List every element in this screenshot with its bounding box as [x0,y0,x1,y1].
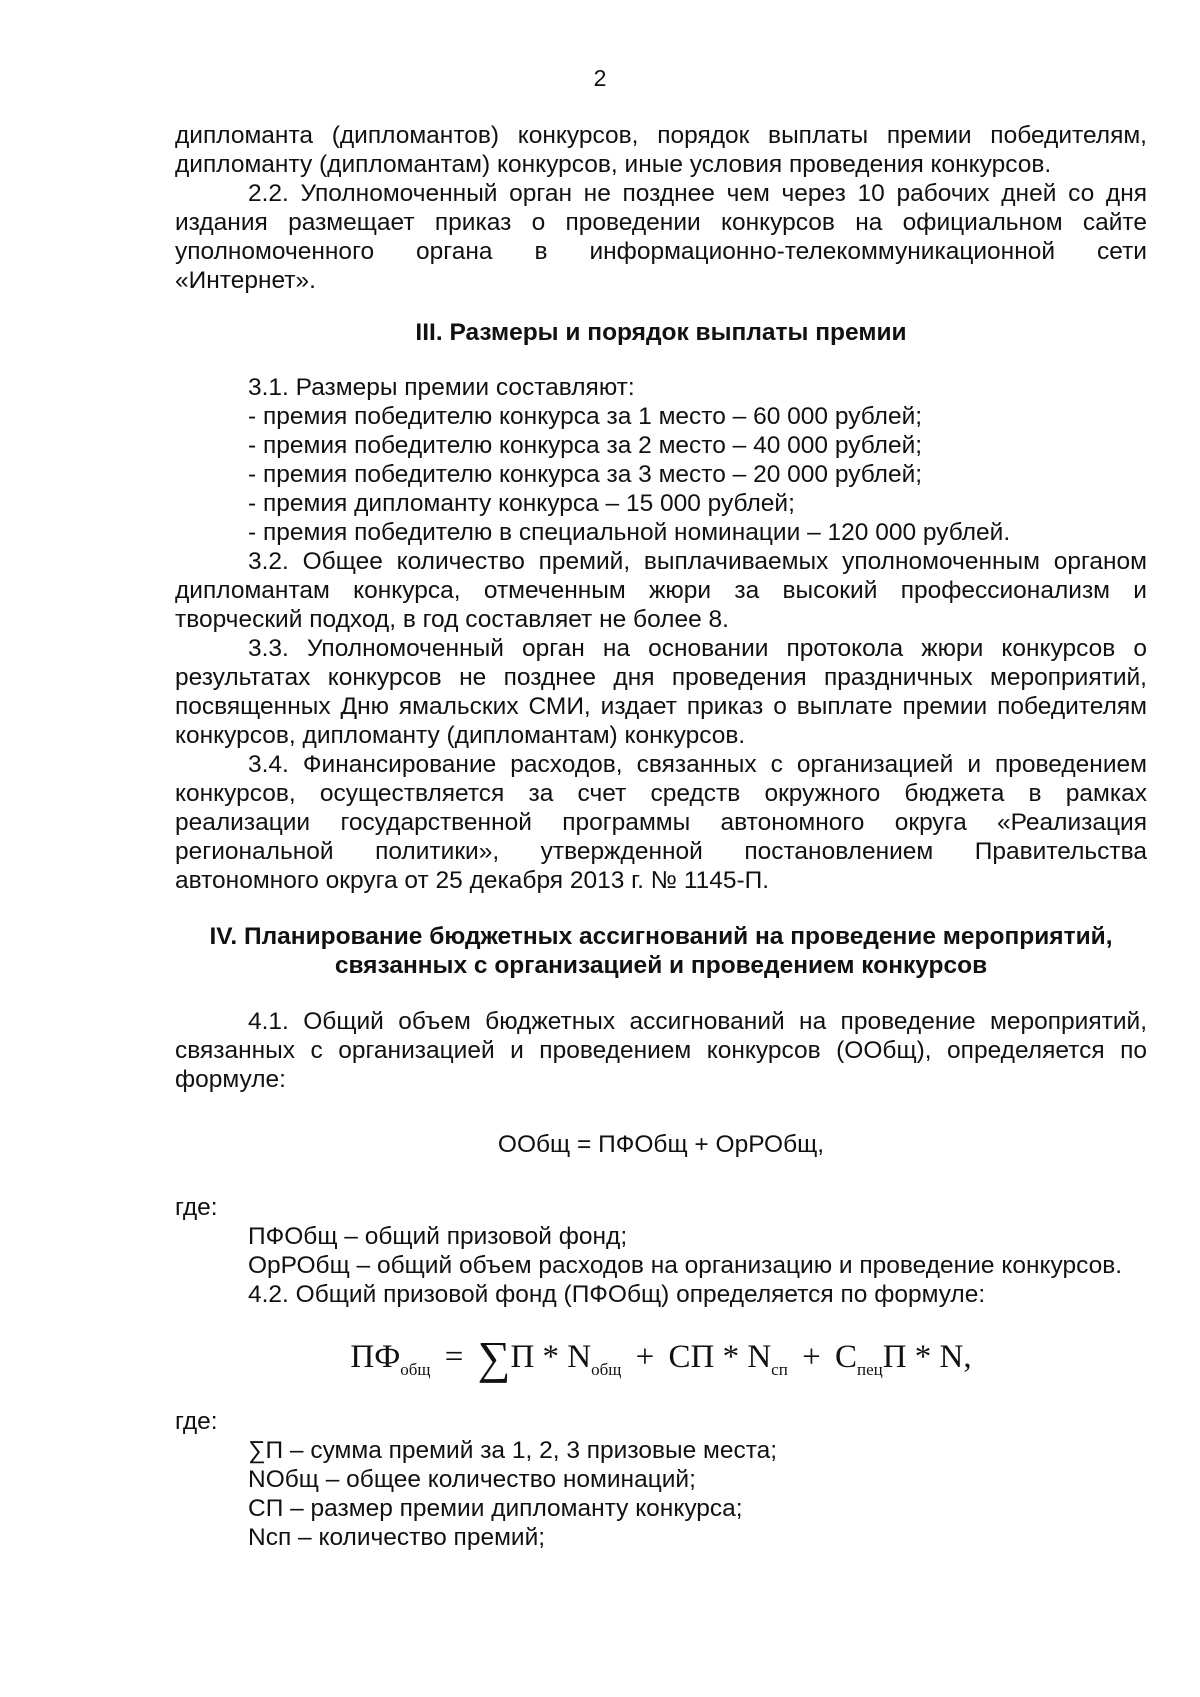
prize-list-item: - премия победителю конкурса за 3 место – 20 000 рублей; [248,461,923,488]
where-label: где: [175,1194,218,1221]
formula-equals: = [444,1339,464,1375]
prize-list [175,402,1147,547]
section-heading-4-line2: связанных с организацией и проведением конкурсов [334,952,988,979]
formula-prize-fund [175,1332,1147,1383]
paragraph-3-4: 3.4. Финансирование расходов, связанных с организацией и проведением конкурсов, осуществляется за счет средств окружного бюджета в рамках реализации государственной программы автономного округа «Реализация региональной политики», утвержденной постановлением Правительства автономного округа от 25 декабря 2013 г. № 1145-П. [175,751,1147,894]
document-body [175,121,1147,1552]
formula-n-obsh-subscript: общ [591,1360,622,1379]
paragraph-2-2: 2.2. Уполномоченный орган не позднее чем через 10 рабочих дней со дня издания размещает приказ о проведении конкурсов на официальном сайте уполномоченного органа в информационно-телекоммуникационной сети «Интернет». [175,180,1147,294]
paragraph-3-2: 3.2. Общее количество премий, выплачиваемых уполномоченным органом дипломантам конкурса, отмеченным жюри за высокий профессионализм и творческий подход, в год составляет не более 8. [175,548,1147,633]
prize-list-item: - премия победителю в специальной номинации – 120 000 рублей. [248,519,1011,546]
definition-item: Nсп – количество премий; [248,1524,546,1551]
prize-list-item: - премия дипломанту конкурса – 15 000 рублей; [248,490,795,517]
formula-n-sp-subscript: сп [771,1360,788,1379]
formula-c-subscript: пец [856,1360,883,1379]
prize-list-item: - премия победителю конкурса за 2 место – 40 000 рублей; [248,432,923,459]
formula-c: С [834,1339,857,1375]
page-number: 2 [593,65,607,91]
where-label: где: [175,1408,218,1435]
formula-plus: + [802,1339,821,1375]
prize-list-item: - премия победителю конкурса за 1 место – 60 000 рублей; [248,403,923,430]
section-heading-4-line1: IV. Планирование бюджетных ассигнований на проведение мероприятий, [209,923,1113,950]
formula-total-budget: ООбщ = ПФОбщ + ОрРОбщ, [497,1131,825,1158]
definition-item: NОбщ – общее количество номинаций; [248,1466,696,1493]
formula-pf-subscript: общ [400,1360,431,1379]
definition-item: СП – размер премии дипломанту конкурса; [248,1495,743,1522]
definition-orrobsh: ОрРОбщ – общий объем расходов на организацию и проведение конкурсов. [248,1252,1123,1279]
paragraph-3-1: 3.1. Размеры премии составляют: [248,374,635,401]
formula-sum-sign: ∑ [477,1332,511,1383]
definition-item: ∑П – сумма премий за 1, 2, 3 призовые места; [248,1437,778,1464]
paragraph-4-2: 4.2. Общий призовой фонд (ПФОбщ) определяется по формуле: [248,1281,986,1308]
definitions-list [175,1436,1147,1552]
paragraph-4-1: 4.1. Общий объем бюджетных ассигнований на проведение мероприятий, связанных с организацией и проведением конкурсов (ООбщ), определяется по формуле: [175,1008,1147,1093]
formula-pf: ПФ [350,1339,401,1375]
section-heading-3: III. Размеры и порядок выплаты премии [415,319,907,346]
definition-pfobsh: ПФОбщ – общий призовой фонд; [248,1223,628,1250]
formula-tail: П * N, [882,1339,972,1375]
formula-plus: + [635,1339,655,1375]
paragraph-continuation: дипломанта (дипломантов) конкурсов, порядок выплаты премии победителям, дипломанту (дипломантам) конкурсов, иные условия проведения конкурсов. [175,122,1147,178]
formula-sp-n: СП * N [668,1339,772,1375]
formula-p-n: П * N [510,1339,592,1375]
paragraph-3-3: 3.3. Уполномоченный орган на основании протокола жюри конкурсов о результатах конкурсов не позднее дня проведения праздничных мероприятий, посвященных Дню ямальских СМИ, издает приказ о выплате премии победителям конкурсов, дипломанту (дипломантам) конкурсов. [175,635,1147,749]
